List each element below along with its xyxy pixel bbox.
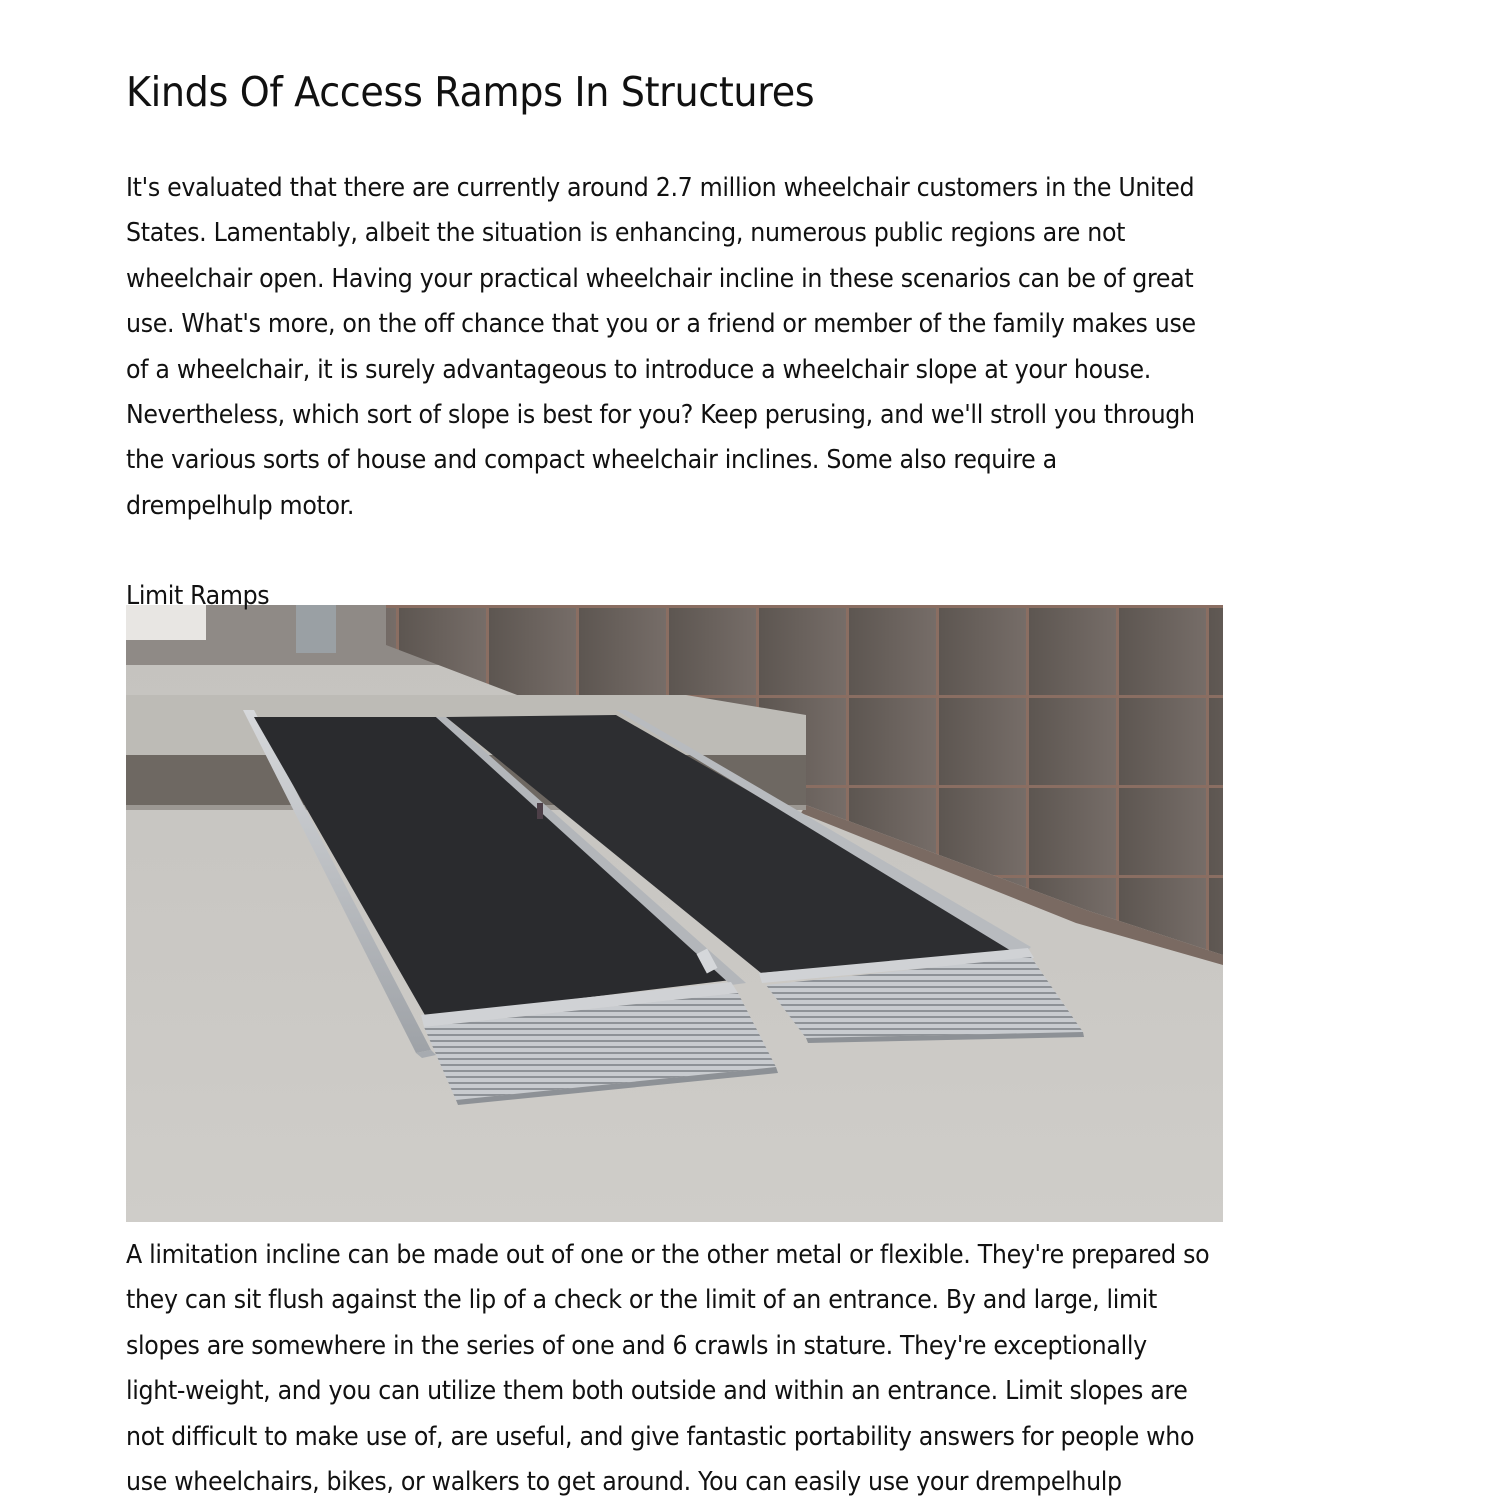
paragraph-line: A limitation incline can be made out of one or the other metal or flexible. They're prepared so xyxy=(126,1240,1210,1270)
limit-ramps-paragraph xyxy=(126,1233,1372,1505)
paragraph-line: the various sorts of house and compact wheelchair inclines. Some also require a xyxy=(126,445,1057,476)
paragraph-line: Nevertheless, which sort of slope is best for you? Keep perusing, and we'll stroll you through xyxy=(126,400,1195,431)
intro-paragraph xyxy=(126,166,1372,529)
paragraph-line: drempelhulp motor. xyxy=(126,490,355,521)
paragraph-line: light-weight, and you can utilize them both outside and within an entrance. Limit slopes are xyxy=(126,1376,1188,1407)
paragraph-line: use wheelchairs, bikes, or walkers to get around. You can easily use your drempelhulp xyxy=(126,1467,1122,1498)
paragraph-line: of a wheelchair, it is surely advantageous to introduce a wheelchair slope at your house. xyxy=(126,354,1152,385)
paragraph-line: States. Lamentably, albeit the situation is enhancing, numerous public regions are not xyxy=(126,218,1126,249)
ramp-photo xyxy=(126,605,1223,1222)
paragraph-line: they can sit flush against the lip of a check or the limit of an entrance. By and large, limit xyxy=(126,1285,1158,1316)
section-heading-limit-ramps: Limit Ramps xyxy=(126,581,270,611)
paragraph-line: slopes are somewhere in the series of one and 6 crawls in stature. They're exceptionally xyxy=(126,1330,1147,1361)
paragraph-line: wheelchair open. Having your practical wheelchair incline in these scenarios can be of great xyxy=(126,263,1194,294)
paragraph-line: not difficult to make use of, are useful, and give fantastic portability answers for people who xyxy=(126,1421,1195,1452)
ramp-illustration xyxy=(126,605,1223,1222)
paragraph-line: It's evaluated that there are currently around 2.7 million wheelchair customers in the United xyxy=(126,173,1195,203)
paragraph-line: use. What's more, on the off chance that you or a friend or member of the family makes use xyxy=(126,309,1196,340)
page-title: Kinds Of Access Ramps In Structures xyxy=(126,68,815,116)
